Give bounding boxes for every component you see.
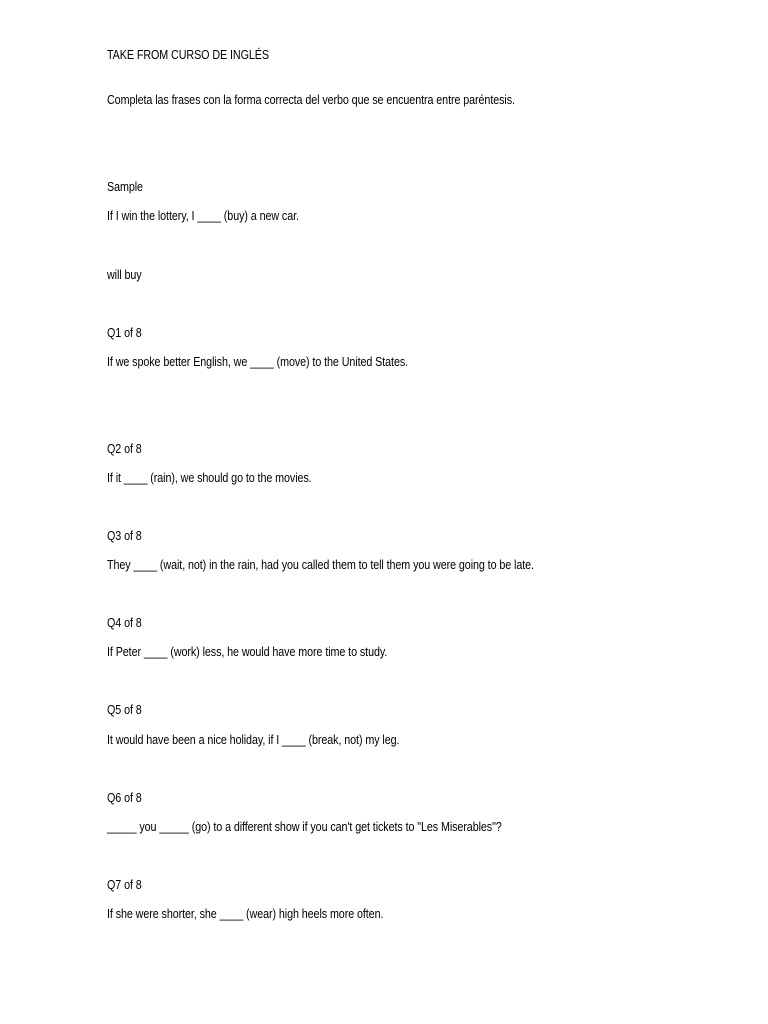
question-sentence-6: _____ you _____ (go) to a different show if you can't get tickets to "Les Miserables"? [107, 820, 502, 834]
instructions-text: Completa las frases con la forma correcta del verbo que se encuentra entre paréntesis. [107, 93, 515, 107]
question-label-4: Q4 of 8 [107, 616, 142, 630]
question-sentence-7: If she were shorter, she ____ (wear) high heels more often. [107, 907, 384, 921]
sample-sentence: If I win the lottery, I ____ (buy) a new car. [107, 209, 299, 223]
question-sentence-2: If it ____ (rain), we should go to the movies. [107, 471, 312, 485]
question-label-6: Q6 of 8 [107, 791, 142, 805]
sample-label: Sample [107, 180, 143, 194]
question-label-2: Q2 of 8 [107, 442, 142, 456]
question-sentence-3: They ____ (wait, not) in the rain, had you called them to tell them you were going to be late. [107, 558, 534, 572]
question-label-1: Q1 of 8 [107, 326, 142, 340]
question-sentence-5: It would have been a nice holiday, if I ____ (break, not) my leg. [107, 733, 400, 747]
question-label-3: Q3 of 8 [107, 529, 142, 543]
question-sentence-1: If we spoke better English, we ____ (move) to the United States. [107, 355, 409, 369]
document-title: TAKE FROM CURSO DE INGLÉS [107, 48, 269, 62]
sample-answer: will buy [107, 268, 142, 282]
question-label-7: Q7 of 8 [107, 878, 142, 892]
question-label-5: Q5 of 8 [107, 703, 142, 717]
question-sentence-4: If Peter ____ (work) less, he would have more time to study. [107, 645, 388, 659]
